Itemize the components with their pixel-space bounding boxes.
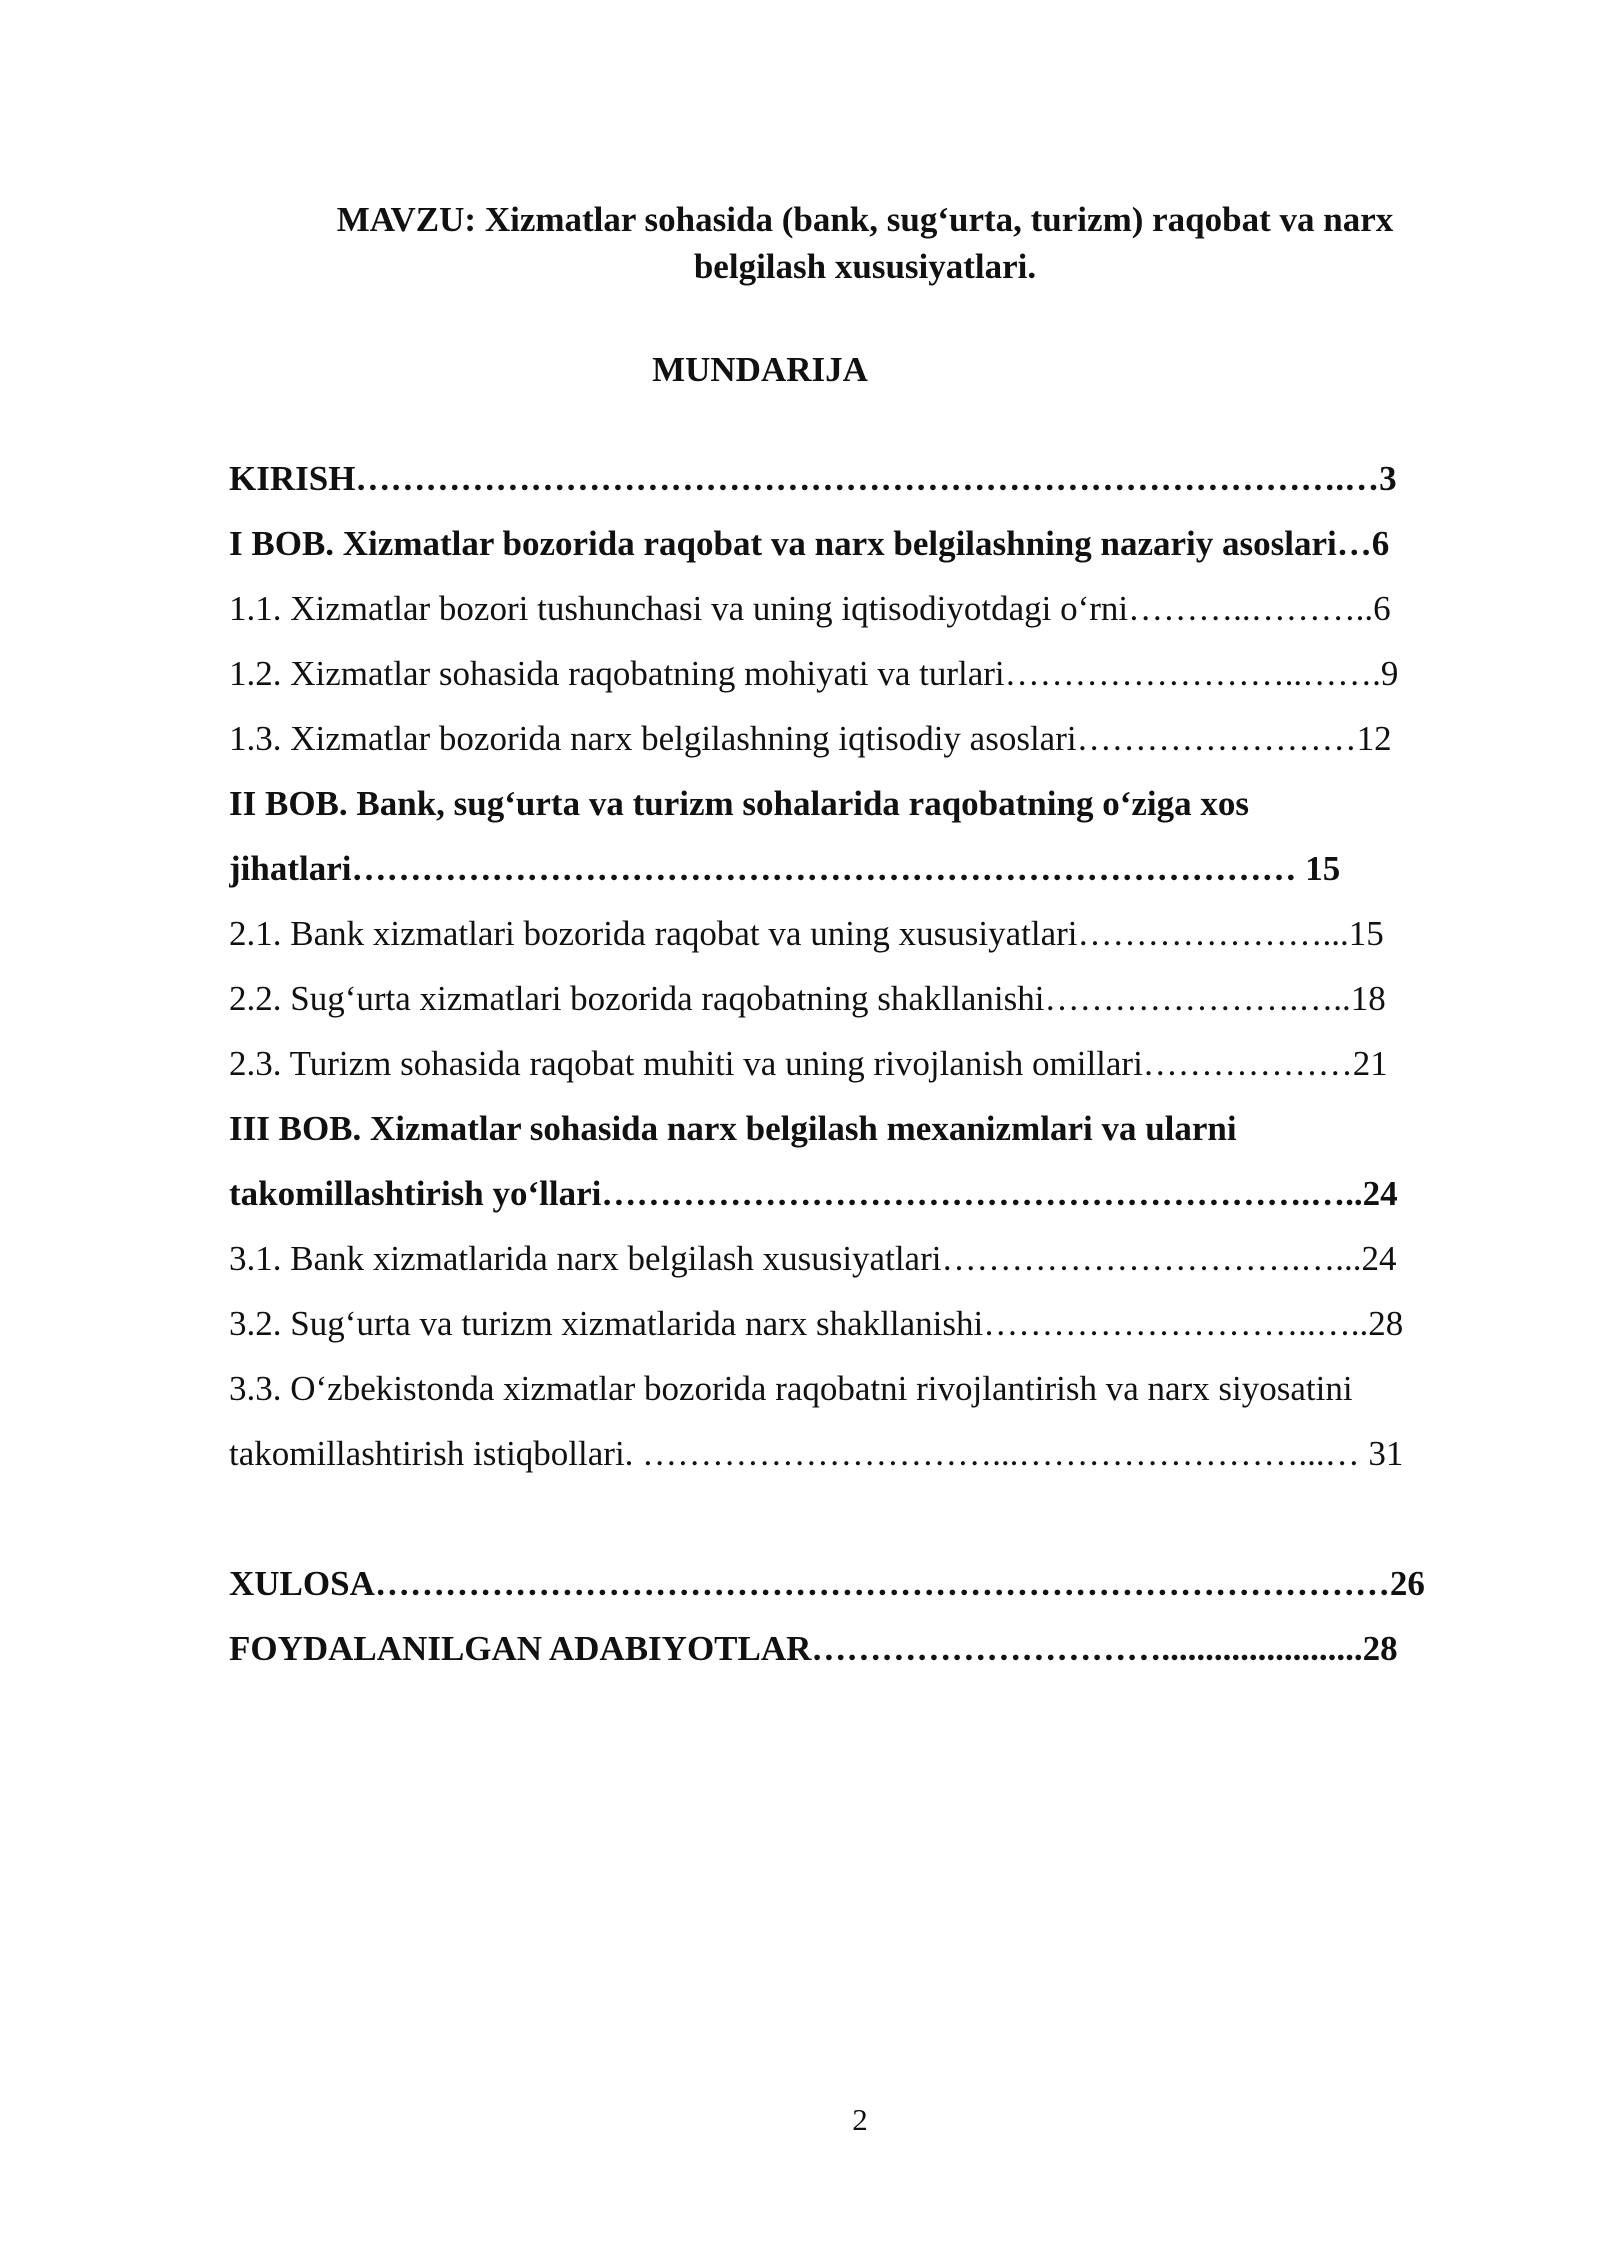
table-of-contents bbox=[229, 446, 1493, 1681]
toc-entry-3-3-cont: takomillashtirish istiqbollari. …………………………...……………………...… 31 bbox=[229, 1434, 1404, 1473]
toc-entry-2-2: 2.2. Sug‘urta xizmatlari bozorida raqobatning shakllanishi………………….…..18 bbox=[229, 979, 1386, 1018]
toc-entry-xulosa: XULOSA……………………………………………………………………………26 bbox=[229, 1564, 1425, 1603]
page-number: 2 bbox=[852, 2102, 868, 2137]
toc-entry-chapter-3-cont: takomillashtirish yo‘llari…………………………………………………….…..24 bbox=[229, 1174, 1398, 1213]
toc-entry-chapter-1: I BOB. Xizmatlar bozorida raqobat va narx belgilashning nazariy asoslari…6 bbox=[229, 524, 1390, 563]
toc-entry-chapter-3: III BOB. Xizmatlar sohasida narx belgilash mexanizmlari va ularni bbox=[229, 1109, 1237, 1148]
toc-entry-1-1: 1.1. Xizmatlar bozori tushunchasi va uning iqtisodiyotdagi o‘rni………..………..6 bbox=[229, 589, 1391, 628]
document-title bbox=[240, 196, 1490, 290]
toc-entry-3-1: 3.1. Bank xizmatlarida narx belgilash xususiyatlari………………………….…...24 bbox=[229, 1239, 1397, 1278]
toc-entry-kirish: KIRISH………………………………………………………………………….…3 bbox=[229, 459, 1397, 498]
toc-entry-references: FOYDALANILGAN ADABIYOTLAR………………………….......................28 bbox=[229, 1629, 1398, 1668]
toc-entry-1-2: 1.2. Xizmatlar sohasida raqobatning mohiyati va turlari……………………..…….9 bbox=[229, 654, 1399, 693]
toc-entry-chapter-2-cont: jihatlari……………………………………………………………………… 15 bbox=[229, 849, 1341, 888]
contents-heading: MUNDARIJA bbox=[652, 350, 868, 389]
toc-entry-2-1: 2.1. Bank xizmatlari bozorida raqobat va uning xususiyatlari…………………...15 bbox=[229, 914, 1384, 953]
title-line-2: belgilash xususiyatlari. bbox=[693, 247, 1037, 286]
toc-entry-1-3: 1.3. Xizmatlar bozorida narx belgilashning iqtisodiy asoslari……………………12 bbox=[229, 719, 1392, 758]
title-line-1: MAVZU: Xizmatlar sohasida (bank, sug‘urta, turizm) raqobat va narx bbox=[336, 200, 1394, 239]
toc-entry-2-3: 2.3. Turizm sohasida raqobat muhiti va uning rivojlanish omillari………………21 bbox=[229, 1044, 1388, 1083]
toc-entry-chapter-2: II BOB. Bank, sug‘urta va turizm sohalarida raqobatning o‘ziga xos bbox=[229, 784, 1249, 823]
toc-entry-3-3: 3.3. O‘zbekistonda xizmatlar bozorida raqobatni rivojlantirish va narx siyosatini bbox=[229, 1369, 1353, 1408]
toc-entry-3-2: 3.2. Sug‘urta va turizm xizmatlarida narx shakllanishi………………………..…..28 bbox=[229, 1304, 1404, 1343]
